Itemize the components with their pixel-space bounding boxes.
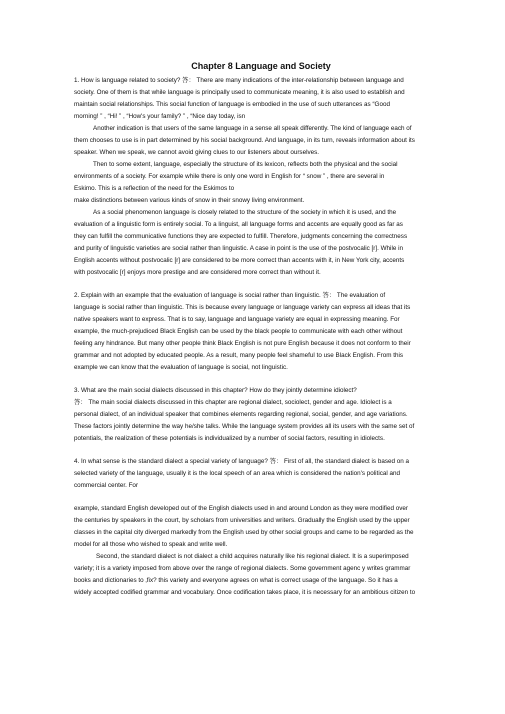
text-line: Another indication is that users of the same language in a sense all speak differently. The kind of language each of <box>93 125 412 132</box>
paragraph-gap <box>74 445 448 456</box>
text-line: evaluation of a linguistic form is entirely social. To a linguist, all language forms and accents are equally good as far as <box>74 221 403 228</box>
text-line: grammar and not adopted by educated people. As a result, many people feel shameful to use Black English. From this <box>74 352 404 359</box>
text-line: example, the much-prejudiced Black English can be used by the black people to communicate with each other without <box>74 328 403 335</box>
text-line: model for all those who wished to speak and write well. <box>74 541 228 548</box>
text-line: example, standard English developed out of the English dialects used in and around London as they were modified over <box>74 505 408 512</box>
text-line: native speakers want to express. That is to say, language and language variety are equal in expressing meaning. For <box>74 316 400 323</box>
text-line: the centuries by speakers in the court, by scholars from universities and writers. Gradually the English used by the upper <box>74 517 410 524</box>
text-line: 1. How is language related to society? 答： There are many indications of the inter-relationship between language and <box>74 77 404 84</box>
text-line: 3. What are the main social dialects discussed in this chapter? How do they jointly determine idiolect? <box>74 387 357 394</box>
text-line: feeling any hindrance. But many other people think Black English is not pure English because it does not conform to their <box>74 340 411 347</box>
text-line: books and dictionaries to ‚fix? this variety and everyone agrees on what is correct usage of the language. So it has a <box>74 577 398 584</box>
text-line: morning! ” , “Hi! ” , “How's your family? ” , “Nice day today, isn <box>74 113 246 120</box>
text-line: English accents without postvocalic [r] are considered to be more correct than accents with it, in New York city, accents <box>74 257 405 264</box>
text-line: them chooses to use is in part determined by his social background. And language, in its turn, reveals information about its <box>74 137 415 144</box>
text-line: Then to some extent, language, especially the structure of its lexicon, reflects both the physical and the social <box>93 161 398 168</box>
text-line: make distinctions between various kinds of snow in their snowy living environment. <box>74 197 305 204</box>
text-line: These factors jointly determine the way he/she talks. While the language system provides all its users with the same set of <box>74 423 415 430</box>
text-line: classes in the capital city diverged markedly from the English used by other social groups and came to be regarded as the <box>74 529 414 536</box>
document-page <box>74 60 448 599</box>
text-line: environments of a society. For example while there is only one word in English for “ snow ” , there are several in <box>74 173 385 180</box>
text-line: variety; it is a variety imposed from above over the range of regional dialects. Some government agenc y writes grammar <box>74 565 411 572</box>
text-line: example we can know that the evaluation of language is social, not linguistic. <box>74 364 288 371</box>
text-line: 答： The main social dialects discussed in this chapter are regional dialect, sociolect, gender and age. Idiolect is a <box>74 399 392 406</box>
text-line: society. One of them is that while language is principally used to communicate meaning, it is also used to establish and <box>74 89 405 96</box>
text-line: personal dialect, of an individual speaker that combines elements regarding regional, social, gender, and age variations. <box>74 411 408 418</box>
text-line: with postvocalic [r] enjoys more prestige and are considered more correct than without it. <box>74 269 321 276</box>
text-line: 4. In what sense is the standard dialect a special variety of language? 答： First of all, the standard dialect is based on a <box>74 458 409 465</box>
text-line: and purity of linguistic varieties are social rather than linguistic. A case in point is the use of the postvocalic [r]. While in <box>74 245 404 252</box>
text-line: Eskimo. This is a reflection of the need for the Eskimos to <box>74 185 235 192</box>
paragraph-gap <box>74 492 448 503</box>
text-line: As a social phenomenon language is closely related to the structure of the society in which it is used, and the <box>93 209 397 216</box>
text-line: Second, the standard dialect is not dialect a child acquires naturally like his regional dialect. It is a superimposed <box>96 553 409 560</box>
text-line: they can fulfill the communicative functions they are expected to fulfill. Therefore, judgments concerning the correctness <box>74 233 408 240</box>
text-line: widely accepted codified grammar and vocabulary. Once codification takes place, it is necessary for an ambitious citizen to <box>74 589 416 596</box>
text-line: 2. Explain with an example that the evaluation of language is social rather than linguistic. 答： The evaluation of <box>74 292 386 299</box>
text-line: language is social rather than linguistic. This is because every language or language variety can express all ideas that its <box>74 304 411 311</box>
text-line: commercial center. For <box>74 482 139 489</box>
text-line: speaker. When we speak, we cannot avoid giving clues to our listeners about ourselves. <box>74 149 320 156</box>
paragraph-gap <box>74 374 448 385</box>
body-text <box>74 75 448 599</box>
chapter-title: Chapter 8 Language and Society <box>191 61 331 71</box>
paragraph-gap <box>74 279 448 290</box>
text-line: selected variety of the language, usually it is the local speech of an area which is considered the nation's political and <box>74 470 401 477</box>
text-line: maintain social relationships. This social function of language is embodied in the use of such utterances as “Good <box>74 101 390 108</box>
text-line: potentials, the realization of these potentials is individualized by a number of social factors, resulting in idiolects. <box>74 435 385 442</box>
